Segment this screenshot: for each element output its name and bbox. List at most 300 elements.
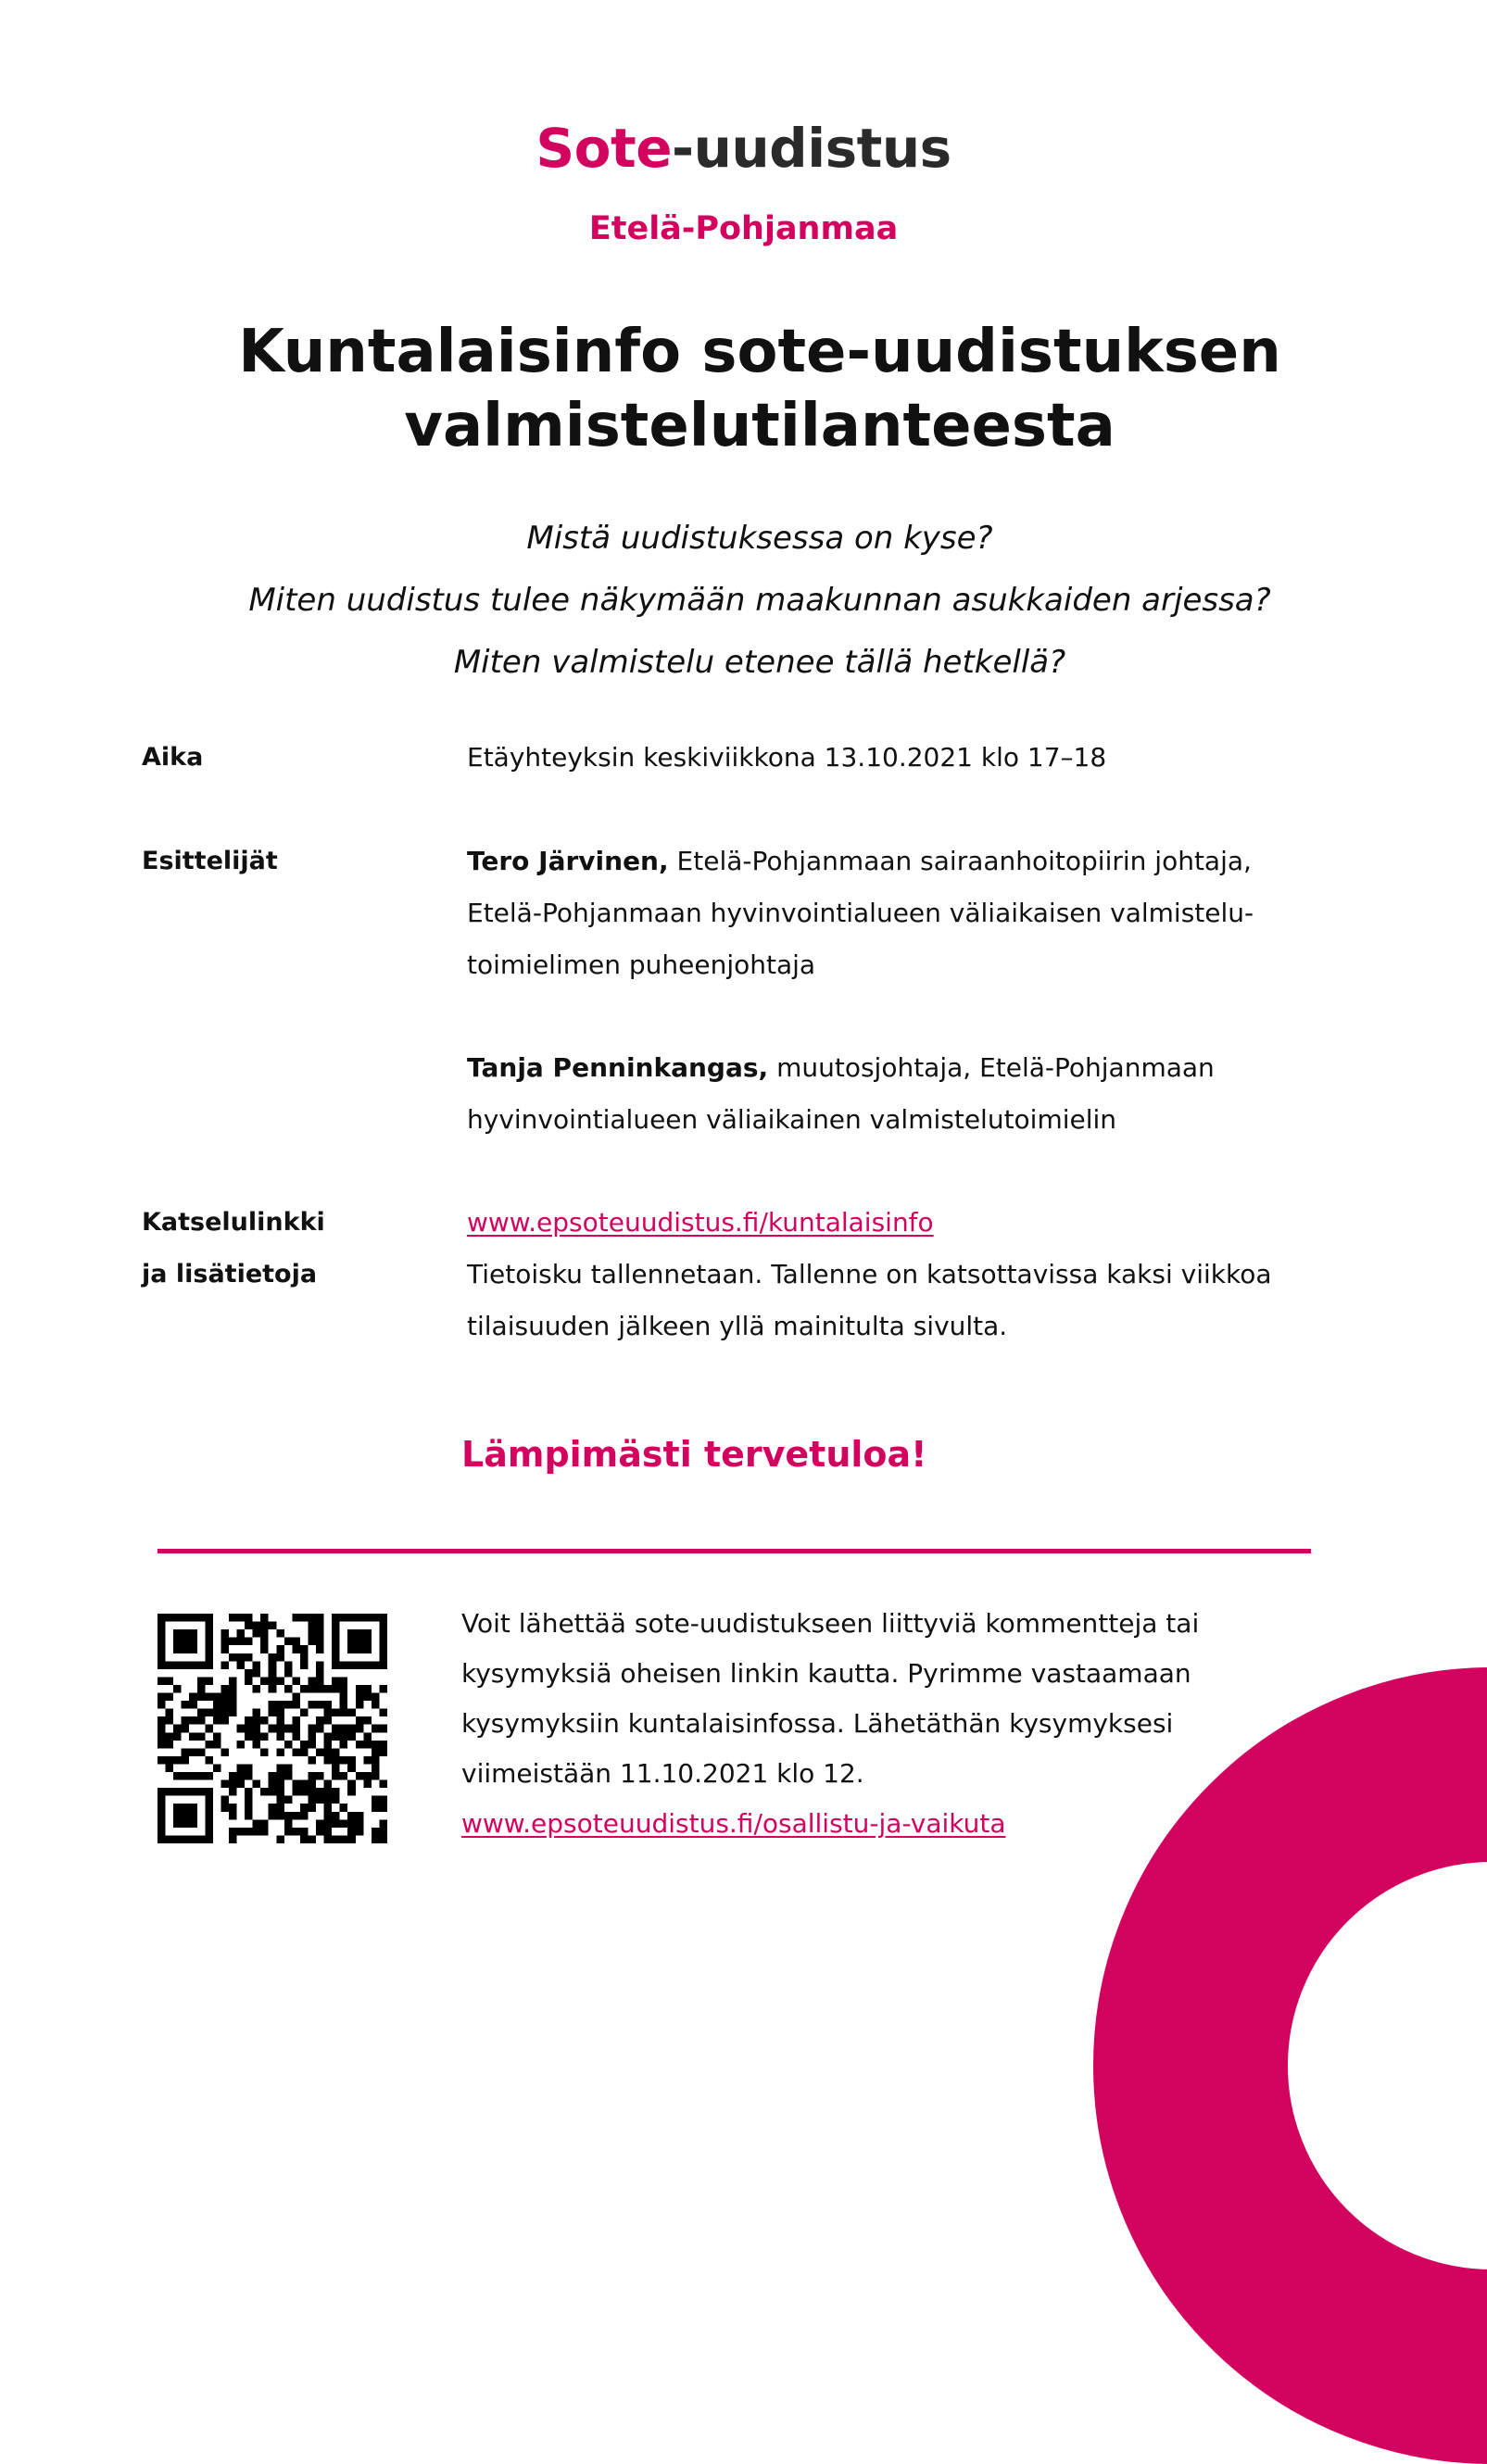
qr-module: [356, 1725, 364, 1733]
qr-module: [324, 1756, 333, 1765]
qr-module: [284, 1819, 293, 1828]
qr-module: [158, 1819, 166, 1828]
qr-module: [379, 1804, 387, 1812]
qr-module: [356, 1638, 364, 1646]
qr-module: [379, 1796, 387, 1804]
qr-module: [340, 1661, 348, 1669]
qr-module: [269, 1685, 277, 1693]
qr-module: [221, 1804, 229, 1812]
qr-module: [229, 1835, 237, 1843]
qr-module: [332, 1796, 340, 1804]
qr-module: [316, 1701, 324, 1709]
qr-module: [205, 1772, 213, 1780]
qr-module: [269, 1804, 277, 1812]
qr-module: [379, 1725, 387, 1733]
qr-module: [316, 1685, 324, 1693]
presenter-1: [467, 836, 1384, 991]
presenter-1-line-3: toimielimen puheenjohtaja: [467, 949, 816, 980]
qr-module: [284, 1725, 293, 1733]
qr-module: [276, 1812, 284, 1820]
qr-module: [213, 1764, 221, 1772]
qr-module: [300, 1653, 309, 1662]
qr-module: [372, 1748, 380, 1756]
qr-module: [213, 1732, 221, 1741]
qr-module: [213, 1716, 221, 1725]
qr-module: [158, 1804, 166, 1812]
qr-module: [189, 1716, 197, 1725]
qr-module: [269, 1772, 277, 1780]
qr-module: [316, 1638, 324, 1646]
qr-module: [356, 1614, 364, 1622]
qr-module: [166, 1693, 174, 1702]
qr-module: [182, 1645, 190, 1653]
qr-module: [347, 1629, 356, 1638]
qr-module: [269, 1701, 277, 1709]
qr-module: [213, 1701, 221, 1709]
qr-module: [197, 1661, 206, 1669]
qr-module: [221, 1748, 229, 1756]
qr-module: [308, 1622, 316, 1630]
qr-module: [229, 1804, 237, 1812]
qr-module: [197, 1732, 206, 1741]
qr-module: [276, 1788, 284, 1796]
qr-module: [205, 1819, 213, 1828]
qr-module: [245, 1725, 253, 1733]
qr-module: [332, 1819, 340, 1828]
qr-module: [237, 1629, 246, 1638]
qr-module: [189, 1788, 197, 1796]
qr-module: [166, 1677, 174, 1685]
divider: [158, 1549, 1311, 1553]
qr-module: [316, 1669, 324, 1678]
qr-module: [324, 1788, 333, 1796]
qr-module: [205, 1629, 213, 1638]
qr-module: [363, 1716, 372, 1725]
qr-module: [363, 1732, 372, 1741]
qr-module: [221, 1709, 229, 1717]
qr-module: [197, 1788, 206, 1796]
qr-module: [166, 1716, 174, 1725]
qr-module: [308, 1788, 316, 1796]
title-line-2: valmistelutilanteesta: [404, 392, 1115, 460]
qr-module: [182, 1614, 190, 1622]
qr-module: [173, 1835, 182, 1843]
qr-module: [332, 1812, 340, 1820]
qr-module: [221, 1693, 229, 1702]
qr-module: [379, 1835, 387, 1843]
qr-module: [340, 1614, 348, 1622]
qr-module: [332, 1661, 340, 1669]
feedback-line-3: kysymyksiin kuntalaisinfossa. Lähetäthän kysymyksesi: [461, 1708, 1174, 1739]
qr-module: [221, 1629, 229, 1638]
qr-module: [363, 1756, 372, 1765]
qr-module: [356, 1629, 364, 1638]
qr-module: [260, 1828, 269, 1836]
qr-module: [300, 1828, 309, 1836]
qr-module: [245, 1677, 253, 1685]
qr-module: [245, 1732, 253, 1741]
qr-module: [237, 1764, 246, 1772]
qr-module: [332, 1732, 340, 1741]
qr-module: [379, 1622, 387, 1630]
qr-module: [316, 1716, 324, 1725]
qr-module: [284, 1796, 293, 1804]
qr-module: [189, 1701, 197, 1709]
qr-module: [245, 1788, 253, 1796]
qr-module: [205, 1645, 213, 1653]
qr-module: [292, 1716, 300, 1725]
qr-module: [260, 1629, 269, 1638]
qr-module: [182, 1804, 190, 1812]
qr-module: [229, 1677, 237, 1685]
qr-module: [182, 1788, 190, 1796]
qr-module: [316, 1788, 324, 1796]
qr-module: [308, 1732, 316, 1741]
qr-module: [356, 1819, 364, 1828]
qr-module: [356, 1685, 364, 1693]
qr-module: [332, 1709, 340, 1717]
question-3: Miten valmistelu etenee tällä hetkellä?: [453, 644, 1066, 681]
qr-module: [284, 1828, 293, 1836]
qr-module: [269, 1709, 277, 1717]
qr-module: [308, 1835, 316, 1843]
qr-module: [308, 1772, 316, 1780]
qr-module: [269, 1661, 277, 1669]
link-info-line-1: Tietoisku tallennetaan. Tallenne on katsottavissa kaksi viikkoa: [467, 1259, 1272, 1289]
qr-module: [245, 1764, 253, 1772]
qr-module: [332, 1748, 340, 1756]
qr-module: [182, 1756, 190, 1765]
qr-module: [260, 1748, 269, 1756]
qr-module: [308, 1629, 316, 1638]
qr-module: [347, 1725, 356, 1733]
qr-module: [347, 1819, 356, 1828]
qr-module: [300, 1741, 309, 1749]
qr-module: [300, 1748, 309, 1756]
qr-code-icon[interactable]: [158, 1614, 387, 1843]
qr-module: [221, 1780, 229, 1789]
qr-module: [332, 1677, 340, 1685]
qr-module: [356, 1661, 364, 1669]
qr-module: [292, 1701, 300, 1709]
qr-module: [379, 1685, 387, 1693]
qr-module: [284, 1638, 293, 1646]
qr-module: [308, 1780, 316, 1789]
link-info-line-2: tilaisuuden jälkeen yllä mainitulta sivulta.: [467, 1311, 1008, 1341]
qr-module: [205, 1788, 213, 1796]
qr-module: [158, 1716, 166, 1725]
question-2: Miten uudistus tulee näkymään maakunnan asukkaiden arjessa?: [248, 582, 1271, 619]
qr-module: [197, 1685, 206, 1693]
qr-module: [173, 1788, 182, 1796]
qr-module: [340, 1709, 348, 1717]
qr-module: [182, 1725, 190, 1733]
qr-module: [356, 1772, 364, 1780]
qr-module: [340, 1701, 348, 1709]
qr-module: [308, 1741, 316, 1749]
qr-module: [276, 1796, 284, 1804]
qr-module: [269, 1780, 277, 1789]
qr-module: [173, 1638, 182, 1646]
qr-module: [340, 1685, 348, 1693]
qr-module: [197, 1693, 206, 1702]
qr-module: [356, 1828, 364, 1836]
qr-module: [379, 1614, 387, 1622]
qr-module: [300, 1685, 309, 1693]
qr-module: [316, 1661, 324, 1669]
qr-module: [300, 1788, 309, 1796]
qr-module: [292, 1614, 300, 1622]
qr-module: [324, 1835, 333, 1843]
qr-module: [182, 1772, 190, 1780]
qr-module: [253, 1741, 261, 1749]
qr-module: [379, 1629, 387, 1638]
qr-module: [253, 1622, 261, 1630]
qr-module: [173, 1661, 182, 1669]
link-label: [142, 1197, 325, 1301]
qr-module: [158, 1638, 166, 1646]
qr-module: [276, 1645, 284, 1653]
qr-module: [292, 1812, 300, 1820]
qr-module: [379, 1819, 387, 1828]
qr-module: [276, 1629, 284, 1638]
qr-module: [182, 1701, 190, 1709]
qr-module: [347, 1835, 356, 1843]
qr-module: [260, 1622, 269, 1630]
qr-module: [229, 1788, 237, 1796]
qr-module: [269, 1653, 277, 1662]
qr-module: [292, 1645, 300, 1653]
qr-module: [324, 1812, 333, 1820]
qr-module: [356, 1741, 364, 1749]
qr-module: [284, 1701, 293, 1709]
qr-module: [332, 1772, 340, 1780]
qr-module: [292, 1828, 300, 1836]
qr-module: [324, 1709, 333, 1717]
qr-module: [276, 1748, 284, 1756]
qr-module: [260, 1677, 269, 1685]
qr-module: [332, 1725, 340, 1733]
qr-module: [356, 1701, 364, 1709]
qr-module: [276, 1835, 284, 1843]
qr-module: [229, 1780, 237, 1789]
qr-module: [347, 1732, 356, 1741]
presenter-2-name: Tanja Penninkangas,: [467, 1052, 769, 1083]
qr-module: [245, 1638, 253, 1646]
logo-rest: -uudistus: [672, 117, 951, 180]
qr-module: [316, 1629, 324, 1638]
qr-module: [347, 1645, 356, 1653]
qr-module: [300, 1804, 309, 1812]
qr-module: [356, 1645, 364, 1653]
qr-module: [158, 1796, 166, 1804]
logo-accent: Sote: [536, 117, 673, 180]
qr-module: [189, 1835, 197, 1843]
qr-module: [363, 1638, 372, 1646]
qr-module: [316, 1677, 324, 1685]
qr-module: [292, 1780, 300, 1789]
qr-module: [166, 1788, 174, 1796]
qr-module: [316, 1725, 324, 1733]
qr-module: [221, 1716, 229, 1725]
qr-module: [205, 1622, 213, 1630]
qr-module: [205, 1693, 213, 1702]
info-link[interactable]: www.epsoteuudistus.fi/kuntalaisinfo: [467, 1207, 934, 1238]
qr-module: [379, 1638, 387, 1646]
qr-module: [237, 1638, 246, 1646]
qr-module: [347, 1709, 356, 1717]
qr-module: [316, 1772, 324, 1780]
qr-module: [372, 1741, 380, 1749]
qr-module: [197, 1748, 206, 1756]
qr-module: [324, 1716, 333, 1725]
qr-module: [182, 1638, 190, 1646]
qr-module: [166, 1756, 174, 1765]
qr-module: [189, 1629, 197, 1638]
qr-module: [205, 1812, 213, 1820]
qr-module: [237, 1661, 246, 1669]
qr-module: [158, 1661, 166, 1669]
qr-module: [276, 1732, 284, 1741]
logo: [0, 113, 1487, 183]
qr-module: [372, 1701, 380, 1709]
qr-module: [269, 1725, 277, 1733]
qr-module: [308, 1677, 316, 1685]
presenter-2-line-2: hyvinvointialueen väliaikainen valmistelutoimielin: [467, 1104, 1117, 1135]
qr-module: [205, 1653, 213, 1662]
qr-module: [173, 1756, 182, 1765]
qr-module: [332, 1629, 340, 1638]
qr-module: [229, 1701, 237, 1709]
qr-module: [173, 1685, 182, 1693]
qr-module: [173, 1812, 182, 1820]
qr-module: [213, 1693, 221, 1702]
qr-module: [158, 1701, 166, 1709]
qr-module: [332, 1764, 340, 1772]
qr-module: [253, 1732, 261, 1741]
presenter-1-line-2: Etelä-Pohjanmaan hyvinvointialueen väliaikaisen valmistelu-: [467, 898, 1254, 928]
qr-module: [237, 1725, 246, 1733]
qr-module: [237, 1741, 246, 1749]
qr-module: [158, 1725, 166, 1733]
qr-module: [182, 1629, 190, 1638]
presenter-2-role: muutosjohtaja, Etelä-Pohjanmaan: [768, 1052, 1215, 1083]
qr-module: [300, 1709, 309, 1717]
qr-module: [245, 1804, 253, 1812]
qr-module: [269, 1812, 277, 1820]
qr-module: [379, 1661, 387, 1669]
qr-module: [347, 1614, 356, 1622]
qr-module: [284, 1661, 293, 1669]
qr-module: [205, 1709, 213, 1717]
qr-module: [316, 1748, 324, 1756]
qr-module: [245, 1669, 253, 1678]
qr-module: [356, 1693, 364, 1702]
qr-module: [197, 1677, 206, 1685]
qr-module: [372, 1796, 380, 1804]
qr-module: [158, 1614, 166, 1622]
qr-module: [189, 1748, 197, 1756]
link-info: [467, 1197, 1384, 1352]
qr-module: [292, 1638, 300, 1646]
qr-module: [324, 1741, 333, 1749]
qr-module: [340, 1725, 348, 1733]
qr-module: [276, 1709, 284, 1717]
qr-module: [372, 1725, 380, 1733]
qr-module: [158, 1828, 166, 1836]
qr-module: [284, 1764, 293, 1772]
qr-module: [356, 1812, 364, 1820]
qr-module: [292, 1725, 300, 1733]
qr-module: [340, 1741, 348, 1749]
questions: [93, 508, 1427, 694]
qr-module: [205, 1796, 213, 1804]
qr-module: [158, 1693, 166, 1702]
qr-module: [363, 1780, 372, 1789]
qr-module: [340, 1835, 348, 1843]
qr-module: [229, 1709, 237, 1717]
qr-module: [316, 1645, 324, 1653]
qr-module: [205, 1614, 213, 1622]
feedback-line-4: viimeistään 11.10.2021 klo 12.: [461, 1758, 864, 1789]
time-label: Aika: [142, 743, 204, 772]
qr-module: [158, 1835, 166, 1843]
page-title: [93, 315, 1427, 463]
qr-module: [269, 1669, 277, 1678]
qr-module: [300, 1614, 309, 1622]
qr-module: [363, 1645, 372, 1653]
qr-module: [253, 1780, 261, 1789]
qr-module: [229, 1812, 237, 1820]
qr-module: [173, 1614, 182, 1622]
qr-module: [347, 1812, 356, 1820]
qr-module: [205, 1638, 213, 1646]
qr-module: [300, 1835, 309, 1843]
qr-module: [229, 1685, 237, 1693]
qr-module: [316, 1796, 324, 1804]
qr-module: [205, 1756, 213, 1765]
link-label-line-1: Katselulinkki: [142, 1208, 325, 1237]
qr-module: [308, 1796, 316, 1804]
qr-module: [372, 1828, 380, 1836]
qr-module: [189, 1812, 197, 1820]
qr-module: [347, 1764, 356, 1772]
qr-module: [245, 1622, 253, 1630]
qr-module: [253, 1661, 261, 1669]
qr-module: [182, 1716, 190, 1725]
qr-module: [189, 1614, 197, 1622]
qr-module: [245, 1614, 253, 1622]
qr-module: [284, 1741, 293, 1749]
qr-module: [324, 1701, 333, 1709]
qr-module: [245, 1772, 253, 1780]
qr-module: [237, 1780, 246, 1789]
qr-module: [158, 1812, 166, 1820]
qr-module: [166, 1661, 174, 1669]
feedback-link[interactable]: www.epsoteuudistus.fi/osallistu-ja-vaikuta: [461, 1808, 1006, 1839]
region-name: Etelä-Pohjanmaa: [588, 210, 899, 247]
qr-module: [166, 1709, 174, 1717]
qr-module: [182, 1748, 190, 1756]
qr-module: [260, 1819, 269, 1828]
qr-module: [372, 1804, 380, 1812]
qr-module: [284, 1685, 293, 1693]
qr-module: [284, 1772, 293, 1780]
qr-module: [166, 1614, 174, 1622]
qr-module: [340, 1819, 348, 1828]
qr-module: [253, 1629, 261, 1638]
qr-module: [379, 1653, 387, 1662]
